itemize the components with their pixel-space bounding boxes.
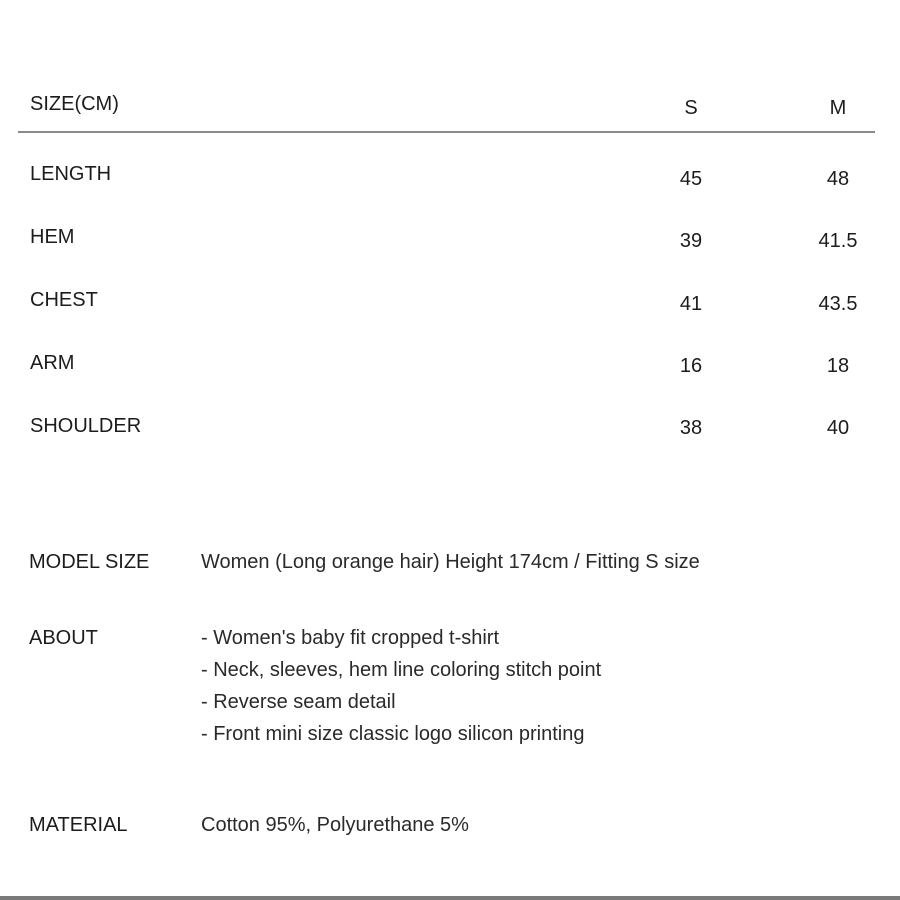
about-list-wrapper <box>201 622 601 750</box>
model-size-label: MODEL SIZE <box>29 551 150 573</box>
bottom-border <box>0 896 900 900</box>
about-item: - Neck, sleeves, hem line coloring stitch point <box>201 659 602 681</box>
about-item: - Reverse seam detail <box>201 691 396 713</box>
row-value-chest-s: 41 <box>679 293 703 315</box>
row-label-length: LENGTH <box>30 163 112 185</box>
model-size-text: Women (Long orange hair) Height 174cm / Fitting S size <box>201 551 700 573</box>
row-value-arm-m: 18 <box>826 355 850 377</box>
row-value-hem-s: 39 <box>679 230 703 252</box>
row-value-chest-m: 43.5 <box>818 293 858 315</box>
row-label-chest: CHEST <box>30 289 98 311</box>
row-label-hem: HEM <box>30 226 75 248</box>
about-list <box>201 622 601 750</box>
row-value-shoulder-s: 38 <box>679 417 703 439</box>
row-label-shoulder: SHOULDER <box>30 415 142 437</box>
row-value-arm-s: 16 <box>679 355 703 377</box>
row-value-shoulder-m: 40 <box>826 417 850 439</box>
material-label: MATERIAL <box>29 814 128 836</box>
about-label: ABOUT <box>29 627 98 649</box>
about-item: - Front mini size classic logo silicon printing <box>201 723 585 745</box>
row-value-hem-m: 41.5 <box>818 230 858 252</box>
row-value-length-m: 48 <box>826 168 850 190</box>
size-table-header-label: SIZE(CM) <box>30 93 119 115</box>
about-item: - Women's baby fit cropped t-shirt <box>201 627 500 649</box>
size-column-s: S <box>684 97 698 119</box>
row-value-length-s: 45 <box>679 168 703 190</box>
row-label-arm: ARM <box>30 352 75 374</box>
size-column-m: M <box>829 97 847 119</box>
header-divider <box>18 131 875 133</box>
material-text: Cotton 95%, Polyurethane 5% <box>201 814 469 836</box>
